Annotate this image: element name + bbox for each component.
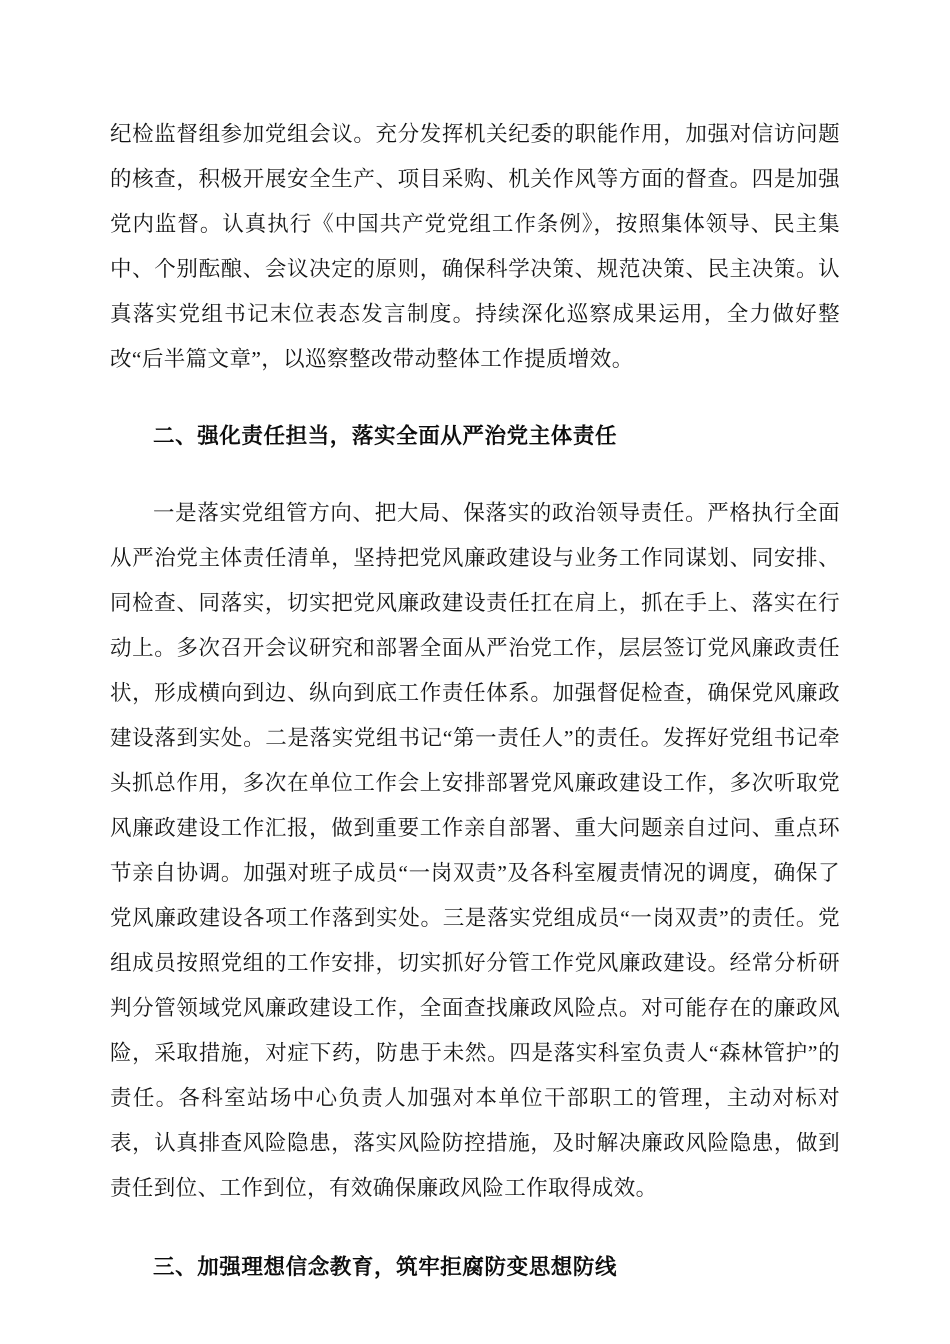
body-paragraph-1: 纪检监督组参加党组会议。充分发挥机关纪委的职能作用，加强对信访问题的核查，积极开展安全生产、项目采购、机关作风等方面的督查。四是加强党内监督。认真执行《中国共产党党组工作条例》，按照集体领导、民主集中、个别酝酿、会议决定的原则，确保科学决策、规范决策、民主决策。认真落实党组书记末位表态发言制度。持续深化巡察成果运用，全力做好整改“后半篇文章”，以巡察整改带动整体工作提质增效。 (110, 122, 840, 371)
section-heading-2: 二、强化责任担当，落实全面从严治党主体责任 (153, 424, 618, 448)
spacer (110, 459, 840, 491)
section-heading-3: 三、加强理想信念教育，筑牢拒腐防变思想防线 (153, 1255, 618, 1279)
document-body (110, 112, 840, 1290)
body-paragraph-2: 一是落实党组管方向、把大局、保落实的政治领导责任。严格执行全面从严治党主体责任清单，坚持把党风廉政建设与业务工作同谋划、同安排、同检查、同落实，切实把党风廉政建设责任扛在肩上，抓在手上、落实在行动上。多次召开会议研究和部署全面从严治党工作，层层签订党风廉政责任状，形成横向到边、纵向到底工作责任体系。加强督促检查，确保党风廉政建设落到实处。二是落实党组书记“第一责任人”的责任。发挥好党组书记牵头抓总作用，多次在单位工作会上安排部署党风廉政建设工作，多次听取党风廉政建设工作汇报，做到重要工作亲自部署、重大问题亲自过问、重点环节亲自协调。加强对班子成员“一岗双责”及各科室履责情况的调度，确保了党风廉政建设各项工作落到实处。三是落实党组成员“一岗双责”的责任。党组成员按照党组的工作安排，切实抓好分管工作党风廉政建设。经常分析研判分管领域党风廉政建设工作，全面查找廉政风险点。对可能存在的廉政风险，采取措施，对症下药，防患于未然。四是落实科室负责人“森林管护”的责任。各科室站场中心负责人加强对本单位干部职工的管理，主动对标对表，认真排查风险隐患，落实风险防控措施，及时解决廉政风险隐患，做到责任到位、工作到位，有效确保廉政风险工作取得成效。 (110, 501, 840, 1200)
spacer (110, 382, 840, 414)
spacer (110, 1211, 840, 1245)
